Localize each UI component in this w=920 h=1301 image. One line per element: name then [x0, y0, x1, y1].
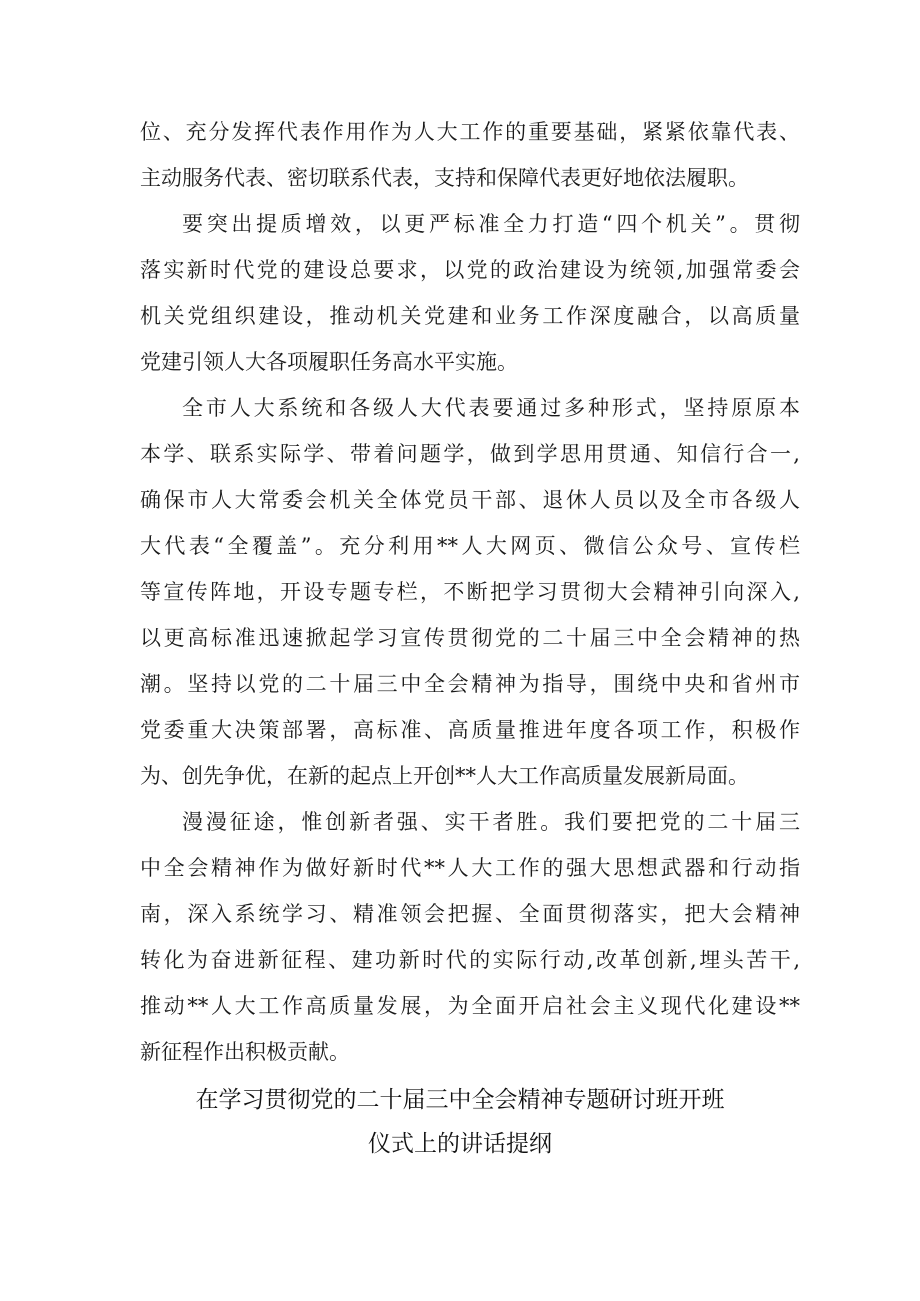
paragraph-3-line-4: 大代表“全覆盖”。充分利用**人大网页、微信公众号、宣传栏	[140, 534, 800, 558]
paragraph-4-line-1: 漫漫征途，惟创新者强、实干者胜。我们要把党的二十届三	[182, 810, 800, 834]
paragraph-4-line-3: 南，深入系统学习、精准领会把握、全面贯彻落实，把大会精神	[140, 902, 800, 926]
paragraph-3-line-6: 以更高标准迅速掀起学习宣传贯彻党的二十届三中全会精神的热	[140, 626, 800, 650]
paragraph-3-line-8: 党委重大决策部署，高标准、高质量推进年度各项工作，积极作	[140, 718, 800, 742]
paragraph-3-line-5: 等宣传阵地，开设专题专栏，不断把学习贯彻大会精神引向深入,	[140, 580, 800, 604]
paragraph-3-line-9: 为、创先争优，在新的起点上开创**人大工作高质量发展新局面。	[140, 764, 749, 788]
section-heading-line-2: 仪式上的讲话提纲	[368, 1131, 552, 1157]
paragraph-3-line-1: 全市人大系统和各级人大代表要通过多种形式，坚持原原本	[182, 396, 800, 420]
paragraph-4-line-5: 推动**人大工作高质量发展，为全面开启社会主义现代化建设**	[140, 994, 800, 1018]
paragraph-1-line-1: 位、充分发挥代表作用作为人大工作的重要基础，紧紧依靠代表、	[140, 120, 800, 144]
paragraph-2-line-1: 要突出提质增效，以更严标准全力打造“四个机关”。贯彻	[182, 212, 800, 236]
paragraph-2-line-3: 机关党组织建设，推动机关党建和业务工作深度融合，以高质量	[140, 304, 800, 328]
paragraph-4-line-4: 转化为奋进新征程、建功新时代的实际行动,改革创新,埋头苦干,	[140, 948, 800, 972]
paragraph-3-line-7: 潮。坚持以党的二十届三中全会精神为指导，围绕中央和省州市	[140, 672, 800, 696]
paragraph-2-line-4: 党建引领人大各项履职任务高水平实施。	[140, 350, 518, 374]
paragraph-3-line-2: 本学、联系实际学、带着问题学，做到学思用贯通、知信行合一,	[140, 442, 800, 466]
section-heading-line-1: 在学习贯彻党的二十届三中全会精神专题研讨班开班	[195, 1087, 725, 1113]
paragraph-3-line-3: 确保市人大常委会机关全体党员干部、退休人员以及全市各级人	[140, 488, 800, 512]
paragraph-2-line-2: 落实新时代党的建设总要求，以党的政治建设为统领,加强常委会	[140, 258, 800, 282]
paragraph-4-line-2: 中全会精神作为做好新时代**人大工作的强大思想武器和行动指	[140, 856, 800, 880]
paragraph-4-line-6: 新征程作出积极贡献。	[140, 1040, 350, 1064]
paragraph-1-line-2: 主动服务代表、密切联系代表，支持和保障代表更好地依法履职。	[140, 166, 749, 190]
